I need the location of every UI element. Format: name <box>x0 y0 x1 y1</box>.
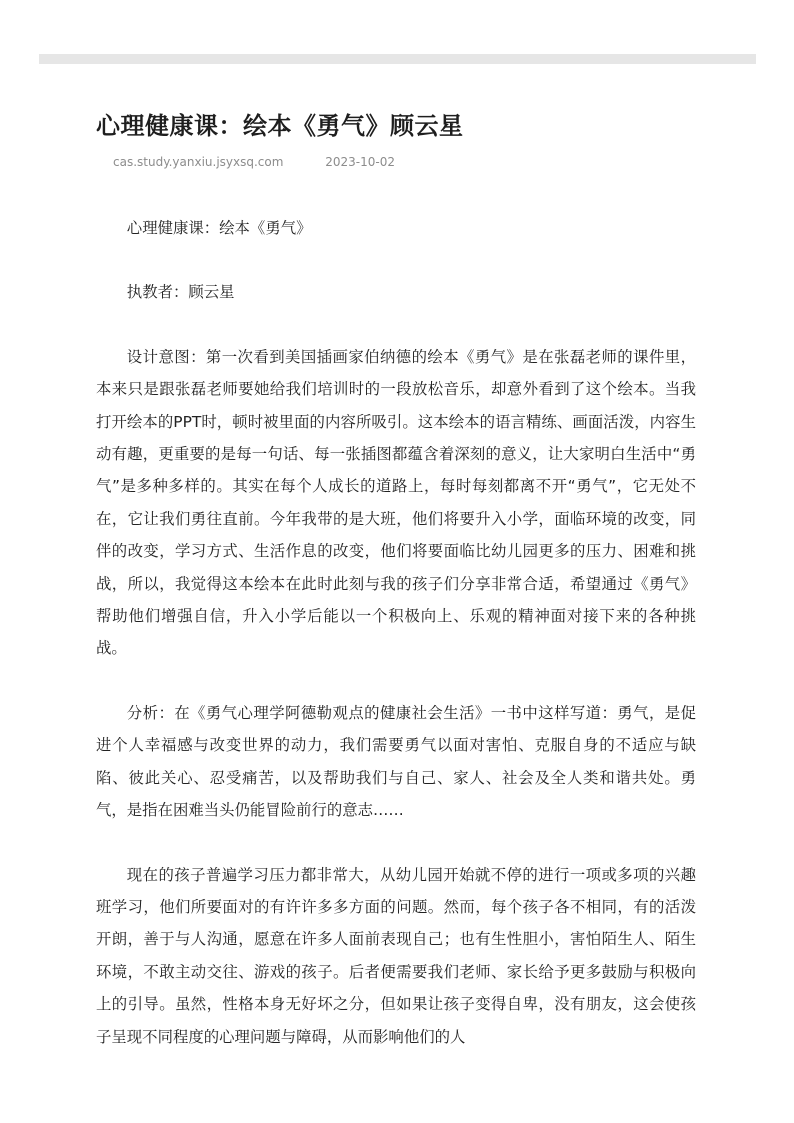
paragraph-current-situation: 现在的孩子普遍学习压力都非常大，从幼儿园开始就不停的进行一项或多项的兴趣班学习，他们所要面对的有许许多多方面的问题。然而，每个孩子各不相同，有的活泼开朗，善于与人沟通，愿意在许多人面前表现自己；也有生性胆小，害怕陌生人、陌生环境，不敢主动交往、游戏的孩子。后者便需要我们老师、家长给予更多鼓励与积极向上的引导。虽然，性格本身无好坏之分，但如果让孩子变得自卑，没有朋友，这会使孩子呈现不同程度的心理问题与障碍，从而影响他们的人 <box>96 865 696 1046</box>
header-divider-bar <box>39 54 756 64</box>
paragraph-analysis: 分析：在《勇气心理学阿德勒观点的健康社会生活》一书中这样写道：勇气，是促进个人幸福感与改变世界的动力，我们需要勇气以面对害怕、克服自身的不适应与缺陷、彼此关心、忍受痛苦，以及帮助我们与自己、家人、社会及全人类和谐共处。勇气，是指在困难当头仍能冒险前行的意志…… <box>96 703 696 820</box>
paragraph-design-intent: 设计意图：第一次看到美国插画家伯纳德的绘本《勇气》是在张磊老师的课件里，本来只是跟张磊老师要她给我们培训时的一段放松音乐，却意外看到了这个绘本。当我打开绘本的PPT时，顿时被里面的内容所吸引。这本绘本的语言精练、画面活泼，内容生动有趣，更重要的是每一句话、每一张插图都蕴含着深刻的意义，让大家明白生活中“勇气”是多种多样的。其实在每个人成长的道路上，每时每刻都离不开“勇气”，它无处不在，它让我们勇往直前。今年我带的是大班，他们将要升入小学，面临环境的改变，同伴的改变，学习方式、生活作息的改变，他们将要面临比幼儿园更多的压力、困难和挑战，所以，我觉得这本绘本在此时此刻与我的孩子们分享非常合适，希望通过《勇气》帮助他们增强自信，升入小学后能以一个积极向上、乐观的精神面对接下来的各种挑战。 <box>96 347 696 658</box>
source-site: cas.study.yanxiu.jsyxsq.com <box>113 155 284 169</box>
article-title: 心理健康课：绘本《勇气》顾云星 <box>96 112 464 140</box>
publish-date: 2023-10-02 <box>325 155 395 169</box>
article-body <box>96 212 696 1085</box>
paragraph-teacher: 执教者：顾云星 <box>126 283 235 302</box>
paragraph-course-title: 心理健康课：绘本《勇气》 <box>126 219 312 237</box>
article-meta <box>113 155 395 169</box>
